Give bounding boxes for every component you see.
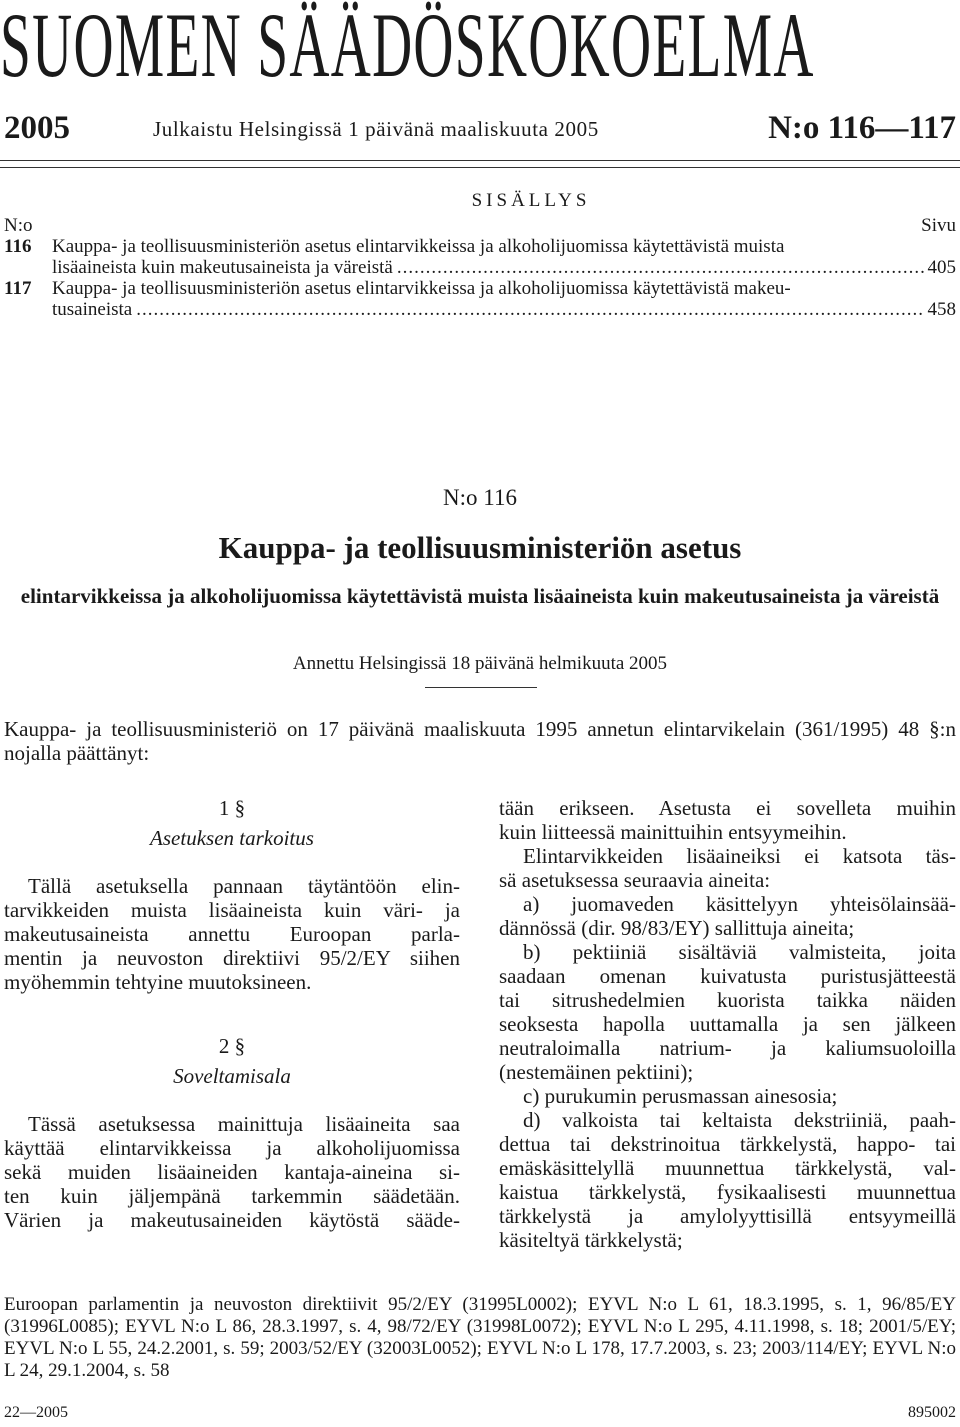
act-given-date: Annettu Helsingissä 18 päivänä helmikuuta 2005 [292, 653, 668, 674]
footer-issue: 22—2005 [4, 1404, 68, 1421]
toc-entry-title: Kauppa- ja teollisuusministeriön asetus elintarvikkeissa ja alkoholijuomissa käytettävistä muista [52, 236, 785, 257]
right-column-line: sä asetuksessa seuraavia aineita: [499, 868, 771, 892]
issue-line [0, 108, 960, 148]
section-2-line: Värien ja makeutusaineiden käytöstä sääde- [4, 1208, 460, 1232]
toc-entry-dotline [52, 299, 956, 320]
issue-year: 2005 [4, 110, 70, 146]
right-column-line: käsiteltyä tärkkelystä; [499, 1228, 683, 1252]
footer-code: 895002 [908, 1404, 956, 1421]
masthead-title: SUOMEN SÄÄDÖSKOKOELMA [0, 0, 815, 97]
act-title: Kauppa- ja teollisuusministeriön asetus [218, 530, 742, 565]
right-column-line: a) juomaveden käsittelyyn yhteisölainsää- [523, 892, 956, 916]
right-column-line: tään erikseen. Asetusta ei sovelleta muihin [499, 796, 956, 820]
section-1-title: Asetuksen tarkoitus [150, 826, 314, 850]
right-column-line: dännössä (dir. 98/83/EY) sallittuja aineita; [499, 916, 855, 940]
toc-entry[interactable] [0, 236, 960, 278]
section-1-line: makeutusaineista annettu Euroopan parla- [4, 922, 460, 946]
section-1-line: mentin ja neuvoston direktiivi 95/2/EY siihen [4, 946, 460, 970]
right-column-line: kaistua tärkkelystä, fysikaalisesti muunnettua [499, 1180, 956, 1204]
toc-entry[interactable] [0, 278, 960, 320]
title-rule [425, 687, 537, 688]
act-preamble: Kauppa- ja teollisuusministeriö on 17 päivänä maaliskuuta 1995 annetun elintarvikelain (361/1995) 48 §:n nojalla päättänyt: [4, 717, 956, 765]
right-column-line: kuin liitteessä mainittuihin entsyymeihin. [499, 820, 847, 844]
toc-entry-title-cont: tusaineista [52, 299, 133, 320]
right-column [499, 796, 956, 1252]
act-number: N:o 116 [443, 485, 517, 510]
section-1-line: tarvikkeiden muista lisäaineista kuin väri- ja [4, 898, 460, 922]
section-1-line: Tällä asetuksella pannaan täytäntöön elin- [28, 874, 460, 898]
right-column-line: neutraloimalla natrium- ja kaliumsuoloilla [499, 1036, 956, 1060]
right-column-line: tai sitrushedelmien kuorista taikka näiden [499, 988, 956, 1012]
act-subtitle: elintarvikkeissa ja alkoholijuomissa käytettävistä muista lisäaineista kuin makeutusaineista ja väreistä [20, 584, 940, 608]
right-column-line: (nestemäinen pektiini); [499, 1060, 694, 1084]
section-2-line: sekä muiden lisäaineiden kantaja-aineina si- [4, 1160, 460, 1184]
toc-column-page: Sivu [921, 215, 956, 236]
toc-title: SISÄLLYS [471, 190, 591, 211]
toc-entry-page: 458 [927, 299, 956, 320]
right-column-line: Elintarvikkeiden lisäaineiksi ei katsota täs- [523, 844, 956, 868]
section-2-line: Tässä asetuksessa mainittuja lisäaineita saa [28, 1112, 460, 1136]
right-column-line: saadaan omenan kuivatusta puristusjätteestä [499, 964, 956, 988]
toc-entry-title: Kauppa- ja teollisuusministeriön asetus elintarvikkeissa ja alkoholijuomissa käytettävistä makeu- [52, 278, 791, 299]
footnote: Euroopan parlamentin ja neuvoston direktiivit 95/2/EY (31995L0002); EYVL N:o L 61, 18.3.1995, s. 1, 96/85/EY (31996L0085); EYVL N:o L 86, 28.3.1997, s. 4, 98/72/EY (31998L0072); EYVL N:o L 295, 4.11.1998, s. 18; 2001/5/EY; EYVL N:o L 55, 24.2.2001, s. 59; 2003/52/EY (32003L0052); EYVL N:o L 178, 17.7.2003, s. 23; 2003/114/EY; EYVL N:o L 24, 29.1.2004, s. 58 [4, 1294, 956, 1381]
toc-entry-page: 405 [927, 257, 956, 278]
right-column-line: seoksesta hapolla uuttamalla ja sen jälkeen [499, 1012, 956, 1036]
section-2-line: käyttää elintarvikkeissa ja alkoholijuomissa [4, 1136, 460, 1160]
toc-entry-title-cont: lisäaineista kuin makeutusaineista ja väreistä [52, 257, 393, 278]
section-2-number: 2 § [218, 1034, 246, 1058]
section-2-title: Soveltamisala [173, 1064, 291, 1088]
right-column-line: d) valkoista tai keltaista dekstriiniä, paah- [523, 1108, 956, 1132]
issue-numbers: N:o 116—117 [768, 110, 956, 146]
left-column [4, 796, 460, 1232]
right-column-line: c) purukumin perusmassan ainesosia; [523, 1084, 838, 1108]
toc-leader-dots [136, 299, 923, 320]
header-rule [0, 160, 960, 168]
toc-column-number: N:o [4, 215, 33, 236]
toc-leader-dots [397, 257, 924, 278]
toc-entry-number: 116 [4, 236, 32, 257]
section-2-line: ten kuin jäljempänä tarkemmin säädetään. [4, 1184, 460, 1208]
right-column-line: tärkkelystä ja amylolyyttisillä entsyymeillä [499, 1204, 956, 1228]
section-1-line: myöhemmin tehtyine muutoksineen. [4, 970, 312, 994]
right-column-line: dettua tai dekstrinoitua tärkkelystä, happo- tai [499, 1132, 956, 1156]
toc-entry-number: 117 [4, 278, 32, 299]
right-column-line: emäskäsittelyllä muunnettua tärkkelystä, val- [499, 1156, 956, 1180]
toc-entry-dotline [52, 257, 956, 278]
publication-date: Julkaistu Helsingissä 1 päivänä maaliskuuta 2005 [153, 117, 599, 141]
right-column-line: b) pektiiniä sisältäviä valmisteita, joita [523, 940, 956, 964]
section-1-number: 1 § [218, 796, 246, 820]
